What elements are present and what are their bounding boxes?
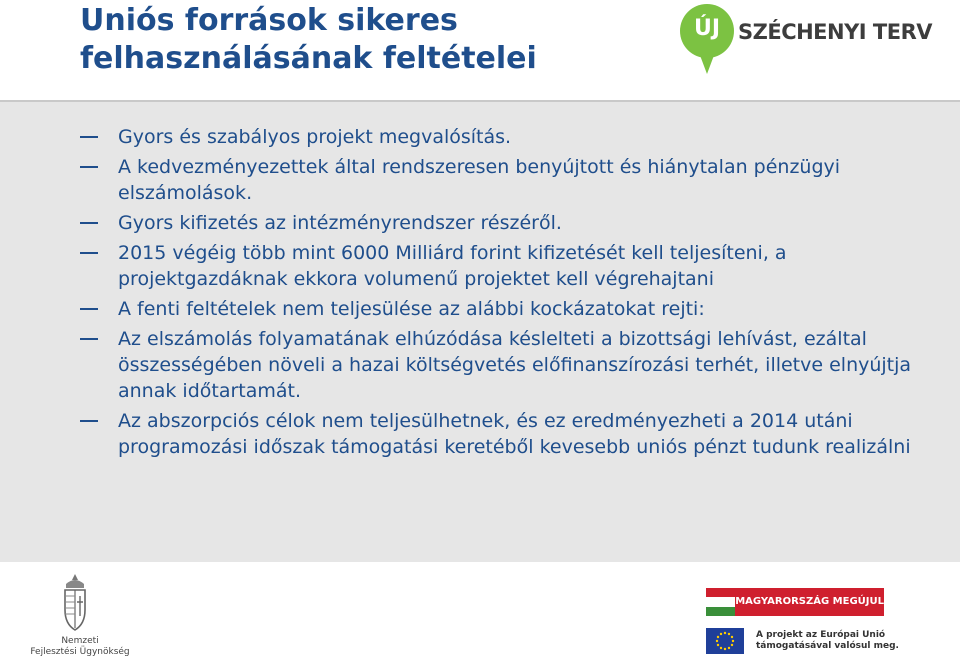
dash-bullet-icon xyxy=(80,136,98,138)
hungarian-flag-icon xyxy=(706,588,735,616)
coat-of-arms-icon xyxy=(58,572,92,634)
eu-support-text: A projekt az Európai Unió támogatásával valósul meg. xyxy=(756,630,899,651)
title-line-1: Uniós források sikeres xyxy=(80,3,458,38)
magyarorszag-megujul-banner xyxy=(706,588,884,616)
bullet-list xyxy=(80,124,920,464)
list-item: 2015 végéig több mint 6000 Milliárd forint kifizetését kell teljesíteni, a projektgazdáknak ekkora volumenű projektet kell végrehajtani xyxy=(80,240,920,292)
list-item: Gyors és szabályos projekt megvalósítás. xyxy=(80,124,920,150)
szechenyi-terv-logo xyxy=(672,0,933,80)
uj-badge-text: ÚJ xyxy=(693,16,721,41)
dash-bullet-icon xyxy=(80,252,98,254)
list-item: Az abszorpciós célok nem teljesülhetnek, és ez eredményezheti a 2014 utáni programozási időszak támogatási keretéből kevesebb uniós pénzt tudunk realizálni xyxy=(80,408,920,460)
dash-bullet-icon xyxy=(80,338,98,340)
dash-bullet-icon xyxy=(80,166,98,168)
content-panel xyxy=(0,102,960,562)
brand-name: SZÉCHENYI TERV xyxy=(738,20,933,44)
dash-bullet-icon xyxy=(80,420,98,422)
banner-text: MAGYARORSZÁG MEGÚJUL xyxy=(735,588,884,616)
agency-name: Nemzeti Fejlesztési Ügynökség xyxy=(30,636,130,657)
list-item: A kedvezményezettek által rendszeresen benyújtott és hiánytalan pénzügyi elszámolások. xyxy=(80,154,920,206)
title-line-2: felhasználásának feltételei xyxy=(80,41,537,76)
nfu-logo xyxy=(30,572,130,660)
list-item: Gyors kifizetés az intézményrendszer részéről. xyxy=(80,210,920,236)
eu-support-block xyxy=(706,588,960,661)
dash-bullet-icon xyxy=(80,308,98,310)
list-item: A fenti feltételek nem teljesülése az alábbi kockázatokat rejti: xyxy=(80,296,920,322)
uj-badge-tail xyxy=(698,50,716,74)
slide-title xyxy=(80,0,640,78)
list-item: Az elszámolás folyamatának elhúzódása késlelteti a bizottsági lehívást, ezáltal összességében növeli a hazai költségvetés előfinanszírozási terhét, illetve elnyújtja annak időtartamát. xyxy=(80,326,920,404)
dash-bullet-icon xyxy=(80,222,98,224)
eu-flag-icon xyxy=(706,628,744,654)
